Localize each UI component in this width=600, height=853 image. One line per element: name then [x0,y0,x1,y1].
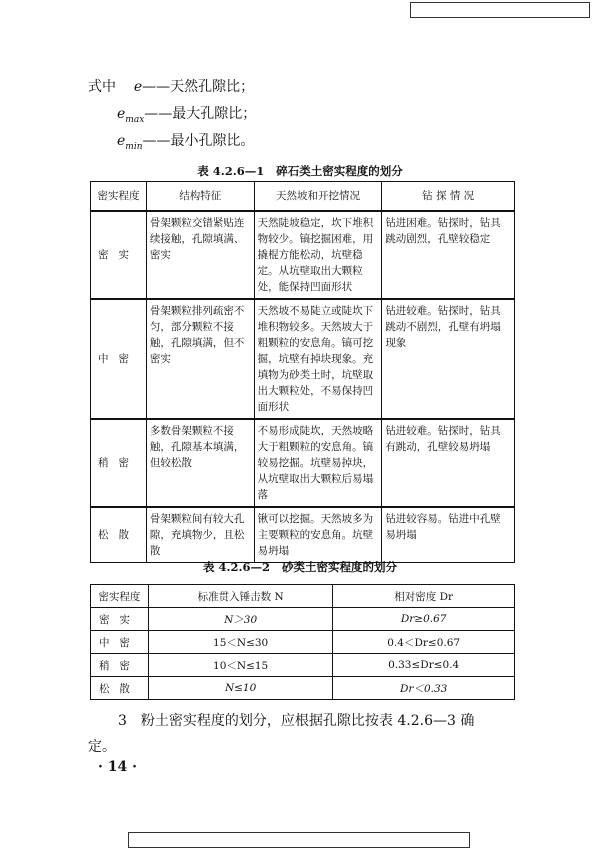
page-number: · 14 · [98,759,137,775]
definition-symbol: e [117,106,126,122]
table-header-row [91,585,515,608]
table-row [91,211,515,299]
header-cell: 标准贯入锤击数 N [148,585,332,608]
degree-cell: 中密 [91,631,149,654]
definition-lead: 式中 [88,79,116,95]
dr-cell: Dr≥0.67 [333,608,515,631]
table-row [91,419,515,507]
table2-caption-title: 砂类土密实程度的划分 [282,560,398,574]
structure-cell: 多数骨架颗粒不接触，孔隙基本填满，但较松散 [146,419,254,507]
n-cell: N＞30 [148,608,332,631]
sand-density-table [90,584,515,700]
table-header-row [91,182,515,212]
header-cell: 钻 探 情 况 [382,182,515,212]
header-cell: 密实程度 [91,585,149,608]
structure-cell: 骨架颗粒间有较大孔隙，充填物少，且松散 [146,507,254,563]
definition-symbol: e [133,79,143,95]
definition-subscript: max [125,114,145,125]
header-cell: 密实程度 [91,182,147,212]
table1-caption-title: 碎石类土密实程度的划分 [276,164,403,178]
degree-cell: 稍密 [91,419,147,507]
degree-cell: 密实 [91,211,147,299]
table-row [91,631,515,654]
slope-cell: 锹可以挖掘。天然坡多为主要颗粒的安息角。坑壁易坍塌 [254,507,382,563]
definition-dash: —— [142,133,171,149]
body-paragraph-line: 定。 [88,739,116,755]
header-cell: 结构特征 [146,182,254,212]
body-paragraph-line: 3 粉土密实程度的划分，应根据孔隙比按表 4.2.6—3 确 [118,713,475,729]
n-cell: N≤10 [148,677,332,700]
table-row [91,654,515,677]
drilling-cell: 钻进较容易。钻进中孔壁易坍塌 [382,507,515,563]
definition-dash: —— [142,79,171,95]
definition-line [88,76,254,96]
structure-cell: 骨架颗粒排列疏密不匀，部分颗粒不接触，孔隙填满，但不密实 [146,299,254,419]
definition-subscript: min [125,141,143,152]
dr-cell: Dr＜0.33 [333,677,515,700]
header-cell: 相对密度 Dr [333,585,515,608]
dr-cell: 0.4＜Dr≤0.67 [333,631,515,654]
definition-text: 最小孔隙比。 [170,133,255,149]
header-cell: 天然坡和开挖情况 [254,182,382,212]
footer-frame-box [128,832,470,848]
drilling-cell: 钻进较难。钻探时，钻具有跳动，孔壁较易坍塌 [382,419,515,507]
table1-caption-number: 表 4.2.6—1 [197,164,265,178]
table-row [91,507,515,563]
definition-text: 天然孔隙比； [170,79,255,95]
slope-cell: 天然陡坡稳定，坎下堆积物较少。镐挖掘困难，用撬棍方能松动，坑壁稳定。从坑壁取出大颗粒处，能保持凹面形状 [254,211,382,299]
table-row [91,299,515,419]
degree-cell: 松散 [91,677,149,700]
definition-line [117,130,255,152]
drilling-cell: 钻进较难。钻探时，钻具跳动不剧烈，孔壁有坍塌现象 [382,299,515,419]
slope-cell: 天然坡不易陡立或陡坎下堆积物较多。天然坡大于粗颗粒的安息角。镐可挖掘，坑壁有掉块现象。充填物为砂类土时，坑壁取出大颗粒处，不易保持凹面形状 [254,299,382,419]
slope-cell: 不易形成陡坎，天然坡略大于粗颗粒的安息角。镐较易挖掘。坑壁易掉块，从坑壁取出大颗粒后易塌落 [254,419,382,507]
degree-cell: 中密 [91,299,147,419]
header-frame-box [410,2,590,18]
degree-cell: 稍密 [91,654,149,677]
drilling-cell: 钻进困难。钻探时，钻具跳动剧烈，孔壁较稳定 [382,211,515,299]
definition-symbol: e [117,133,126,149]
table-row [91,677,515,700]
dr-cell: 0.33≤Dr≤0.4 [333,654,515,677]
table1-caption [0,163,600,179]
degree-cell: 松散 [91,507,147,563]
table2-caption-number: 表 4.2.6—2 [202,560,271,574]
definition-dash: —— [144,106,173,122]
n-cell: 15＜N≤30 [148,631,332,654]
table2-caption [0,559,600,575]
gravel-density-table [90,181,515,563]
structure-cell: 骨架颗粒交错紧贴连续接触，孔隙填满、密实 [146,211,254,299]
definition-text: 最大孔隙比； [172,106,257,122]
table-row [91,608,515,631]
definition-line [117,103,256,125]
n-cell: 10＜N≤15 [148,654,332,677]
degree-cell: 密实 [91,608,149,631]
